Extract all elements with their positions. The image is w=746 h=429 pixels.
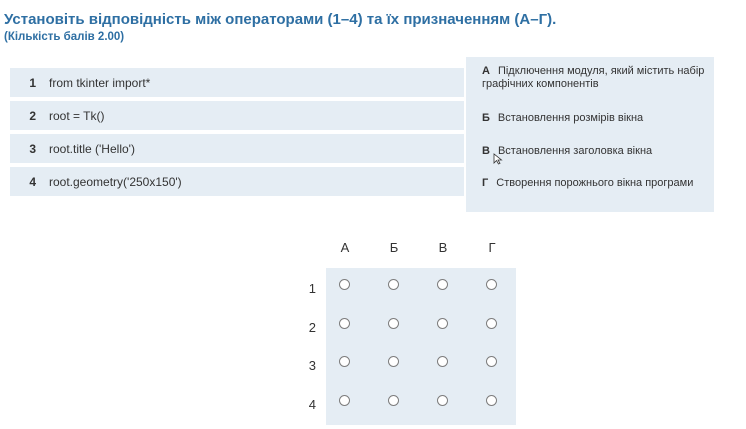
radio-3-g[interactable] [486, 356, 497, 367]
purpose-letter: А [482, 65, 490, 77]
radio-2-a[interactable] [339, 318, 350, 329]
operator-number: 2 [29, 108, 36, 123]
radio-1-b[interactable] [388, 279, 399, 290]
question-title: Установіть відповідність між операторами (1–4) та їх призначенням (А–Г). [4, 11, 557, 28]
purpose-item [482, 145, 710, 158]
operator-text: from tkinter import* [49, 75, 151, 90]
grid-column-header: А [340, 240, 350, 255]
radio-3-v[interactable] [437, 356, 448, 367]
operator-item [10, 134, 464, 163]
radio-2-g[interactable] [486, 318, 497, 329]
radio-3-a[interactable] [339, 356, 350, 367]
purpose-text: Підключення модуля, який містить набір графічних компонентів [482, 65, 705, 90]
grid-column-header: В [438, 240, 448, 255]
operator-item [10, 101, 464, 130]
operator-number: 3 [29, 141, 36, 156]
mouse-cursor-icon [493, 153, 503, 165]
radio-1-g[interactable] [486, 279, 497, 290]
grid-row-label: 2 [308, 320, 316, 335]
purpose-item [482, 112, 710, 125]
operators-list [10, 68, 464, 200]
grid-column-header: Б [389, 240, 399, 255]
operator-text: root.title ('Hello') [49, 141, 135, 156]
radio-2-v[interactable] [437, 318, 448, 329]
radio-2-b[interactable] [388, 318, 399, 329]
grid-row-label: 3 [308, 358, 316, 373]
radio-1-v[interactable] [437, 279, 448, 290]
radio-1-a[interactable] [339, 279, 350, 290]
purpose-text: Встановлення заголовка вікна [497, 145, 653, 157]
purpose-text: Створення порожнього вікна програми [496, 177, 694, 189]
radio-4-g[interactable] [486, 395, 497, 406]
purposes-list [466, 57, 714, 212]
question-points: (Кількість балів 2.00) [4, 31, 125, 43]
grid-row-label: 4 [308, 397, 316, 412]
radio-4-b[interactable] [388, 395, 399, 406]
radio-4-a[interactable] [339, 395, 350, 406]
purpose-item [482, 177, 710, 190]
operator-item [10, 167, 464, 196]
operator-number: 1 [29, 75, 36, 90]
purpose-letter: Б [482, 112, 490, 124]
purpose-letter: Г [482, 177, 489, 189]
purpose-text: Встановлення розмірів вікна [497, 112, 644, 124]
operator-text: root.geometry('250x150') [49, 174, 182, 189]
purpose-letter: В [482, 145, 490, 157]
operator-text: root = Tk() [49, 108, 105, 123]
grid-column-header: Г [488, 240, 496, 255]
radio-4-v[interactable] [437, 395, 448, 406]
purpose-item [482, 65, 710, 91]
operator-item [10, 68, 464, 97]
operator-number: 4 [29, 174, 36, 189]
grid-row-label: 1 [308, 281, 316, 296]
radio-3-b[interactable] [388, 356, 399, 367]
